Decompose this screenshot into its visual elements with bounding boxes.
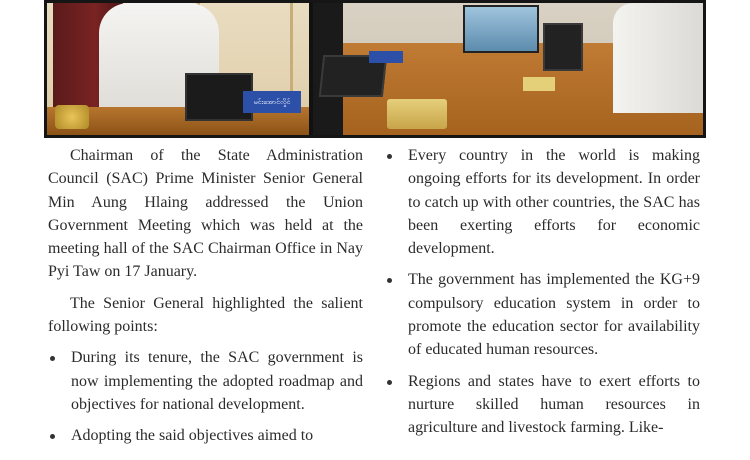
left-column xyxy=(48,144,363,448)
video-screen xyxy=(463,5,539,53)
attendees-figures xyxy=(613,3,703,113)
photo-meeting-table xyxy=(313,3,703,135)
photo-chairman-speaking xyxy=(47,3,309,135)
highlight-paragraph: The Senior General highlighted the salient following points: xyxy=(48,294,363,336)
right-column xyxy=(385,144,700,440)
list-item: During its tenure, the SAC government is now implementing the adopted roadmap and objectives for national development. xyxy=(48,346,363,416)
intro-paragraph: Chairman of the State Administration Council (SAC) Prime Minister Senior General Min Aung Hlaing addressed the Union Government Meeting which was held at the meeting hall of the SAC Chairman Office in Nay Pyi Taw on 17 January. xyxy=(48,147,363,281)
list-item: Adopting the said objectives aimed to xyxy=(48,424,363,447)
left-bullet-list xyxy=(48,346,363,447)
laptop xyxy=(543,23,583,71)
list-item: Regions and states have to exert efforts to nurture skilled human resources in agriculture and livestock farming. Like- xyxy=(385,370,700,440)
nameplate: မင်းအောင်လှိုင် xyxy=(243,91,301,113)
golden-ornament xyxy=(55,105,89,129)
nameplate xyxy=(369,51,403,63)
nameplate xyxy=(523,77,555,91)
photo-strip xyxy=(44,0,706,138)
list-item: The government has implemented the KG+9 compulsory education system in order to promote the education sector for availability of educated human resources. xyxy=(385,268,700,361)
right-bullet-list xyxy=(385,144,700,440)
golden-box xyxy=(387,99,447,129)
list-item: Every country in the world is making ongoing efforts for its development. In order to catch up with other countries, the SAC has been exerting efforts for economic development. xyxy=(385,144,700,260)
